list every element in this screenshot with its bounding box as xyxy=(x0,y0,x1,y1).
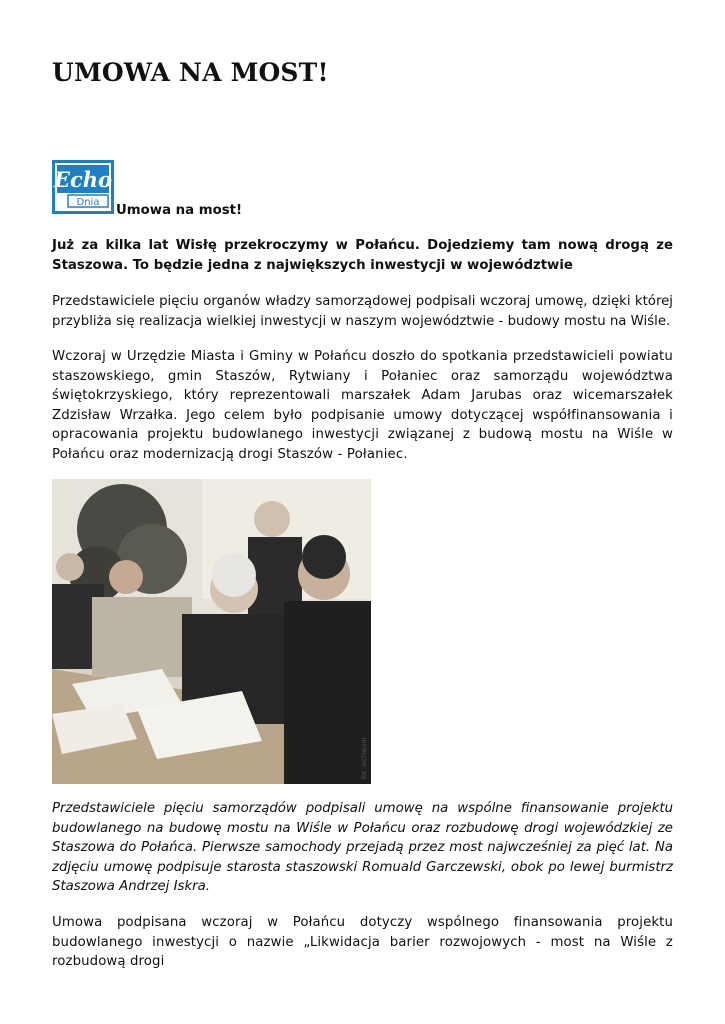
svg-text:Echo: Echo xyxy=(53,167,113,192)
echo-dnia-logo-icon xyxy=(52,160,114,214)
article-lead: Już za kilka lat Wisłę przekroczymy w Połańcu. Dojedziemy tam nową drogą ze Staszowa. To będzie jedna z największych inwestycji w województwie xyxy=(52,238,673,273)
article-paragraph: Przedstawiciele pięciu organów władzy samorządowej podpisali wczoraj umowę, dzięki której przybliża się realizacja wielkiej inwestycji w naszym województwie - budowy mostu na Wiśle. xyxy=(52,294,673,329)
svg-text:Dnia: Dnia xyxy=(76,197,100,208)
lead-label: Umowa na most! xyxy=(116,203,243,218)
photo-caption: Przedstawiciele pięciu samorządów podpisali umowę na wspólne finansowanie projektu budowlanego na budowę mostu na Wiśle w Połańcu oraz rozbudowę drogi wojewódzkiej ze Staszowa do Połańca. Pierwsze samochody przejadą przez most najwcześniej za pięć lat. Na zdjęciu umowę podpisuje starosta staszowski Romuald Garczewski, obok po lewej burmistrz Staszowa Andrzej Iskra. xyxy=(52,801,673,894)
svg-text:fot. archiwum: fot. archiwum xyxy=(361,737,368,779)
article-paragraph: Wczoraj w Urzędzie Miasta i Gminy w Połańcu doszło do spotkania przedstawicieli powiatu staszowskiego, gmin Staszów, Rytwiany i Połaniec oraz samorządu województwa świętokrzyskiego, który reprezentowali marszałek Adam Jarubas oraz wicemarszałek Zdzisław Wrzałka. Jego celem było podpisanie umowy dotyczącej współfinansowania i opracowania projektu budowlanego inwestycji związanej z budową mostu na Wiśle w Połańcu oraz modernizacją drogi Staszów - Połaniec. xyxy=(52,349,673,462)
signing-photo xyxy=(52,479,371,784)
article-title: UMOWA NA MOST! xyxy=(52,58,329,87)
article-paragraph: Umowa podpisana wczoraj w Połańcu dotyczy wspólnego finansowania projektu budowlanego inwestycji o nazwie „Likwidacja barier rozwojowych - most na Wiśle z rozbudową drogi xyxy=(52,915,673,969)
